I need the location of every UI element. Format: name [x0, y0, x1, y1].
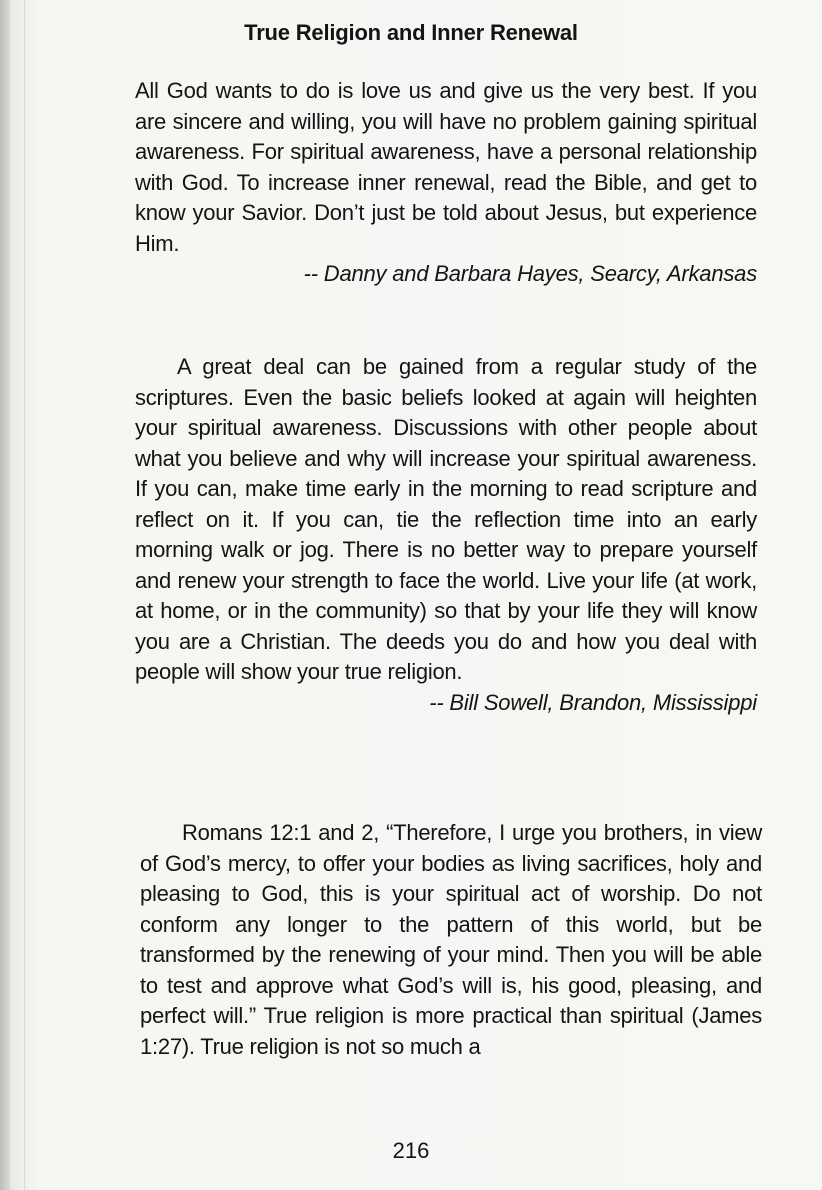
entry-2-text: A great deal can be gained from a regular study of the scriptures. Even the basic beliefs looked at again will heighten your spiritual awareness. Discussions with other people about what you believe and why will increase your spiritual awareness. If you can, make time early in the morning to read scripture and reflect on it. If you can, tie the reflection time into an early morning walk or jog. There is no better way to prepare yourself and renew your strength to face the world. Live your life (at work, at home, or in the community) so that by your life they will know you are a Christian. The deeds you do and how you deal with people will show your true religion.	[135, 354, 757, 684]
page-number: 216	[392, 1138, 430, 1163]
page-binding-edge	[0, 0, 10, 1190]
entry-1	[135, 76, 757, 290]
page-edge-line	[24, 0, 25, 1190]
entry-3-text: Romans 12:1 and 2, “Therefore, I urge you brothers, in view of God’s mercy, to offer your bodies as living sacrifices, holy and pleasing to God, this is your spiritual act of worship. Do not conform any longer to the pattern of this world, but be transformed by the renewing of your mind. Then you will be able to test and approve what God’s will is, his good, pleasing, and perfect will.” True religion is more practical than spiritual (James 1:27). True religion is not so much a	[140, 820, 762, 1059]
entry-1-attribution: -- Danny and Barbara Hayes, Searcy, Arkansas	[303, 261, 757, 286]
entry-2-attribution: -- Bill Sowell, Brandon, Mississippi	[429, 689, 757, 715]
entry-3	[140, 818, 762, 1062]
running-header: True Religion and Inner Renewal	[244, 20, 578, 45]
entry-1-text: All God wants to do is love us and give us the very best. If you are sincere and willing, you will have no problem gaining spiritual awareness. For spiritual awareness, have a personal relationship with God. To increase inner renewal, read the Bible, and get to know your Savior. Don’t just be told about Jesus, but experience Him.	[135, 78, 757, 256]
entry-2	[135, 352, 757, 718]
